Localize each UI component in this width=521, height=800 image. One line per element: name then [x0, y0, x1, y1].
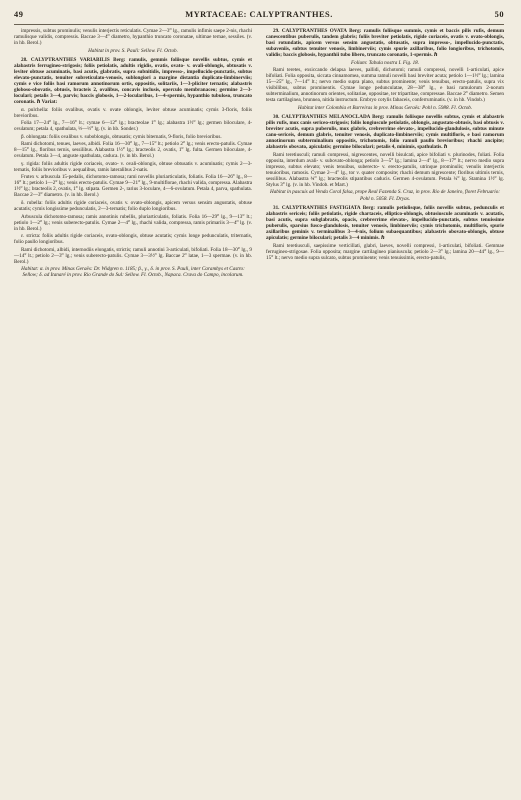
left-column-paragraph: Habitat: α. in prov. Minas Geraës: Dr. Widgren n. 1185; β., γ., δ. in prov. S. Pauli, inter Caramhys et Castro: Sellow; δ. ad Itanaré in prov. Rio Grande do Sul: Sellow. Fl. Octob., Napaca. Crava do Campo, incolarum. — [21, 266, 245, 279]
right-column-paragraph: Rami teretiusculi; ramuli compressi, nigrescentes, novelli bisulcati, apice bifoliati v. plurinodes, foliati. Folia opposita, interdum avali- v. subovato-oblonga; petiolo 3—5‴ lg.; lamina 2—4″ lg., 8—17‴ lt.; nervo medio supra impresso, subtus elevato; venis tenuibus, suberecto- v. erecto-patulis, utrinque prominulis; venulis interjectis tenuioribus, ramosis. Cymae 2—4″ lg., tor v. quater composite; rhachi demum nigrescente; floribus ultimis ternis, sessilibus. Alabastra ¾‴ lg.; bracteolis stipantibus caducis. Germen 4-ovulatum. Petala ¼‴ lg. Stamina 1½‴ lg. Stylus 3‴ lg. (v. in hb. Vindob. et Mart.) — [266, 151, 504, 188]
page-number-right: 50 — [494, 10, 504, 19]
left-column-paragraph: γ. rigida: foliis adultis rigide coriaceis, ovato- v. ovali-oblongis, obtuse obtusatis v. acuminatis; cymis 2—3-ternatis, foliis brevioribus v. aequalibus, ramis lateralibus 2-natis. — [14, 160, 252, 173]
left-column-paragraph: Arbuscula dichotomo-ramosa; ramis annotinis rubellis, pluriarticulatis, foliatis. Folia 16—29‴ lg., 9—13‴ lt.; petiolo 1—2‴ lg.; venis suberecto-patulis. Cymae 2—4‴ lg., rhachi valida, compressa, ramis primariis 3—4‴ lg. (v. in hb. Berol.) — [14, 213, 252, 232]
left-column-paragraph: Habitat in prov. S. Pauli: Sellow. Fl. Octob. — [88, 47, 178, 54]
right-column-paragraph: Folium: Tabula nostra I. Fig. 18. — [350, 59, 420, 66]
right-column-paragraph: Habitat in pascuis ad Venda Coral falsa, prope Real Fazenda S. Cruz, in prov. Rio de Janeiro, floret Februario: Pohl n. 5058. Fl. Dryas. — [269, 189, 501, 202]
page-number-left: 49 — [14, 10, 24, 19]
left-column-paragraph: Frutex v. arbuscula 15-pedalis, dichotomo-ramosa; rami novellis pluriarticulatis, foliatis. Folia 16—26‴ lg., 8—16‴ lt.; petiolo 1—2‴ lg.; venis erecto-patulis. Cymae 9—21‴ lg., 9-multiflorae, rhachi valida, compressa. Alabastra 1½‴ lg.; bracteolis 2, ovatis, 1‴ lg. stipata. Germen 2-, rarius 3-loculare, 4—6-ovulatum. Petala 4, parva, spathulata. Baccae 2—3‴ diametro. (v. in hb. Berol.) — [14, 174, 252, 199]
right-column — [266, 28, 504, 280]
header-rule — [14, 24, 504, 25]
right-column-paragraph: 29. CALYPTRANTHES OVATA Berg: ramulis foliisque summis, cymis et baccis pilis rufis, demum canescentibus puberulis, tandem glabris; foliis breviter petiolatis, rigide coriaceis, ovatis v. ovato-oblongis, basi rotundatis, apicem versus sensim angustatis, obtusatis, supra impresso-, impellucido-punctatis, subaveniis, subtus tenuiter venosis, limbinerviis; cymis spurie axillaribus, folio longioribus, trichotomis, validis; baccis globosis, hypanthii tubo libero, truncato coronatis, 1-spermis. ℏ — [266, 28, 504, 59]
left-column-paragraph: 28. CALYPTRANTHES VARIABILIS Berg: ramulis, gemmis foliisque novellis subtus, cymis et alabastris ferrugineo-strigosis; foliis petiolatis, adultis rigidis, ovatis, ovato- v. ovali-oblongis, obtusatis v. leviter obtuse acuminatis, basi acutis, glabratis, supra subnitidis, impresso-, impellucido-punctatis, subtus elevato-punctatis, tenuiter subreticulato-venosis, sublongiori a margine distantia duplicato-limbinerviis; cymis e vice foliis basi ramorum annotinorum ortis, oppositis, solitariis, 1—3-pliciter ternatis; alabastris globoso-obovatis, obtusis, bracteis 2, ovalibus, concavis inclusis, operculo membranaceo; germine 2—3-loculari; petalis 3—4, parvis; baccis globosis, 1—2-locularibus, 1—4-spermis, hypanthio tubuloso, truncato coronatis. ℏ Variat: — [14, 57, 252, 106]
text-columns — [14, 28, 504, 280]
left-column-paragraph: Rami dichotomi, tenues, laeves, albidi. Folia 16—30‴ lg., 7—15‴ lt.; petiolo 2‴ lg.; venis erecto-patulis. Cymae 8—15‴ lg., floribus ternis, sessilibus. Alabastra 1½‴ lg.; bracteolis 2, ovatis, 1‴ lg. fulta. Germen biloculare, 4-ovulatum. Petala 3—4, angustе spathulata, caduca. (v. in hb. Berol.) — [14, 141, 252, 160]
running-title: MYRTACEAE: CALYPTRANTHES. — [185, 10, 333, 19]
left-column-paragraph: δ. rubella: foliis adultis rigide coriaceis, ovatis v. ovato-oblongis, apicem versus sensim angustatis, obtuse acutatis; cymis longissime pedunculatis, 2—3-ternatis; folio duplo longioribus. — [14, 200, 252, 213]
left-column-paragraph: impressis, subtus prominulis; venulis interjectis reticulatis. Cymae 2—3‴ lg., ramulis infimis saepe 2-nis, rhachi ramulisque validis, compressis. Baccae 3—4‴ diametro, hypanthio truncato coronatae, ultimae ternae, sessiles. (v. in hb. Berol.) — [14, 28, 252, 47]
running-header — [14, 10, 504, 24]
left-column-paragraph: ε. stricta: foliis adultis rigide coriaceis, ovato-oblongis, obtuse acutatis; cymis longe pedunculatis, triternatis, folio paullo longioribus. — [14, 233, 252, 246]
left-column-paragraph: Rami dichotomi, albidi, internodiis elongatis, strictis; ramuli annotini 3-articulati, bifoliati. Folia 18—30‴ lg., 9—14‴ lt.; petiolo 2—3‴ lg.; venis suberecto-patulis. Cymae 3—3½‴ lg. Baccae 2‴ latae, 1—3 spermae. (v. in hb. Berol.) — [14, 246, 252, 265]
right-column-paragraph: 30. CALYPTRANTHES MELANOCLADA Berg: ramulis foliisque novellis subtus, cymis et alabastris pilis rufis, mox canis sericeo-strigosis; foliis longiuscule petiolatis, oblongis, angustato-obtusis, basi obtusis v. breviter acutis, supra puberulis, mox glabris, crebrerrime elevato-, impellucido-glandulosis, subtus minute cano-sericeis, demum glabris, tenuiter venosis, duplicato-limbinerviis; cymis multifloris, e basi ramorum annotinorum subterminalium oppositis, trichotomis, folio ramuli paullo brevioribus; rhachi ancipite; alabastris obovato, apiculatis; germine biloculari; petalis 4, minimis, spathulatis. ℏ — [266, 114, 504, 151]
right-column-paragraph: Habitat inter Colombia et Barreiras in prov. Minas Geraës: Pohl n. 5988. Fl. Octob. — [297, 104, 473, 111]
right-column-paragraph: Rami teretes, exsiccando delapsa laeves, pallidi, dichotomi; ramuli compressi, novelli 1-articulati, apice bifoliati. Folia opposita, siccata cinnamomea, summa ramuli novelli basi breviter acuta; petiolo 1—1½‴ lg.; lamina 15—25‴ lg., 7—14‴ lt.; nervo medio supra plano, subtus prominente; venis tenuibus, erecto-patulis, supra vix visibilibus, subtus prominentis. Cymae longe pedunculatae, 28—38‴ lg., e basi ramulorum 2-norum subterminalium, annotinorum orientes, solitariae, oppositae, ter tripartitae, compressae. Baccae 2‴ diametro. Semen testa cartilaginea, brunnea, nitida instructum. Embryo cotylis fabaceis, conferruminatis. (v. in hb. Vindob.) — [266, 67, 504, 104]
left-column-paragraph: α. pulchella: foliis ovalibus, ovatis v. ovate oblongis, leviter obtuse acuminatis; cymis 3-floris, foliis brevioribus. — [14, 106, 252, 119]
left-column-paragraph: Folia 17—24‴ lg., 7—16‴ lt.; cymae 6—12‴ lg.; bracteolae 1‴ lg.; alabastra 1½‴ lg.; germen biloculare, 4-ovulatum; petala 4, spathulata, ⅓—½‴ lg. (v. in hb. Sonder.) — [14, 120, 252, 133]
right-column-paragraph: Rami teretiusculi, saepissime verticillati, glabri, laeves, novelli compressi, 1-articulati, bifoliati. Gemmae ferrugineo-strigosae. Folia opposita; margine cartilagineo pianiusculа; petiolo 2—3‴ lg.; lamina 20—44‴ lg., 9—15‴ lt.; nervo medio supra sulcato, subtus prominente; venis tenuissimis, erecto-patulis, — [266, 242, 504, 261]
right-column-paragraph: 31. CALYPTRANTHES FASTIGIATA Berg: ramulis petiolisque, foliis novellis subtus, pedunculis et alabastris sericeis; foliis petiolatis, rigide chartaceis, elliptico-oblongis, obtusiuscule acuminatis v. acutatis, basi acutis, supra subglabratis, opacis, crebrerrime elevato-, impellucido-punctatis, subtus tenuissime puberulis, sparsius fusco-glandulosis, tenuiter venosis, limbinerviis; cymis trichotomis, multifloris, spurie axillaribus geminis v. terminalibus 3—4-nis, folium subaequantibus; alabastris obovato-oblongis, obtuse apiculatis; germine biloculari; petalis 3—4 minimis. ℏ — [266, 205, 504, 242]
left-column-paragraph: β. oblongata: foliis ovalibus v. suboblongis, obtusatis; cymis biternatis, 9-floris, folio brevioribus. — [21, 133, 222, 140]
left-column — [14, 28, 252, 280]
